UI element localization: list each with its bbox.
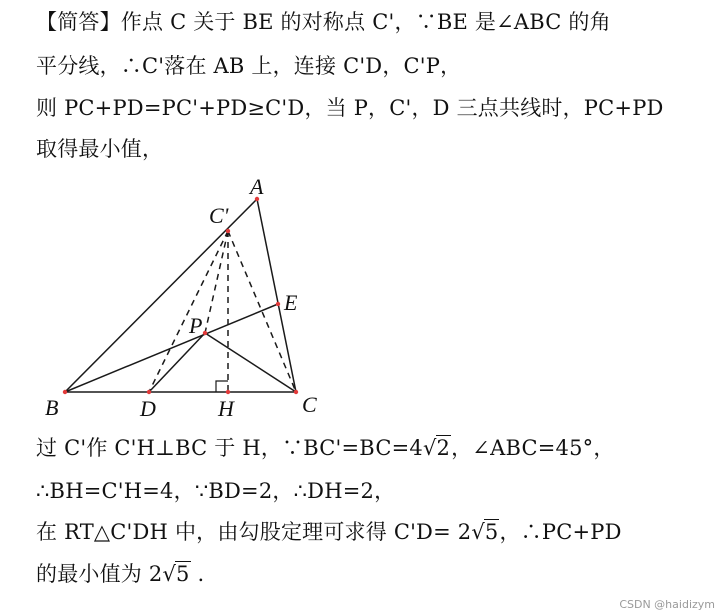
solution-line-1: 【简答】作点 C 关于 BE 的对称点 C'，∵BE 是∠ABC 的角 bbox=[36, 10, 611, 34]
solution-line-2: 平分线，∴C'落在 AB 上，连接 C'D，C'P， bbox=[36, 54, 462, 78]
radical-argument: 5 bbox=[176, 562, 190, 586]
solution-line-3: 则 PC+PD=PC'+PD≥C'D，当 P，C'，D 三点共线时，PC+PD bbox=[36, 96, 664, 120]
solution-line-5 bbox=[36, 434, 615, 462]
label-p: P bbox=[189, 313, 203, 338]
point-c-prime bbox=[226, 229, 230, 233]
line-5-text-b: ，∠ABC=45°， bbox=[451, 436, 615, 460]
point-c bbox=[294, 390, 298, 394]
radical-sign: √ bbox=[471, 520, 485, 544]
sqrt-5-final bbox=[162, 560, 190, 588]
sqrt-2 bbox=[423, 434, 451, 462]
label-c-prime: C' bbox=[209, 203, 229, 228]
dashed-c-prime-p bbox=[205, 231, 228, 333]
radical-sign: √ bbox=[422, 436, 437, 460]
dashed-c-prime-d bbox=[149, 231, 228, 392]
watermark: CSDN @haidizym bbox=[619, 598, 715, 611]
segment-pc bbox=[205, 333, 296, 392]
point-d bbox=[147, 390, 151, 394]
line-8-text-b: . bbox=[190, 562, 205, 586]
label-e: E bbox=[284, 290, 298, 315]
label-a: A bbox=[250, 174, 264, 199]
segment-pd bbox=[149, 333, 205, 392]
sqrt-5 bbox=[471, 518, 499, 546]
radical-argument: 2 bbox=[436, 436, 451, 460]
point-h bbox=[226, 390, 230, 394]
point-e bbox=[276, 302, 280, 306]
point-p bbox=[203, 331, 207, 335]
point-b bbox=[63, 390, 67, 394]
segment-be bbox=[65, 304, 278, 392]
solution-line-7 bbox=[36, 518, 622, 546]
label-c: C bbox=[302, 392, 317, 417]
right-angle-mark bbox=[216, 381, 228, 392]
solution-line-4: 取得最小值， bbox=[36, 137, 164, 161]
line-8-text-a: 的最小值为 2 bbox=[36, 562, 163, 586]
label-d: D bbox=[140, 396, 156, 421]
line-7-text-b: ，∴PC+PD bbox=[499, 520, 622, 544]
label-h: H bbox=[218, 396, 234, 421]
solution-line-8 bbox=[36, 560, 204, 588]
radical-sign: √ bbox=[162, 562, 177, 586]
radical-argument: 5 bbox=[484, 520, 499, 544]
label-b: B bbox=[45, 395, 59, 420]
solution-line-6: ∴BH=C'H=4，∵BD=2，∴DH=2， bbox=[36, 479, 396, 503]
line-5-text-a: 过 C'作 C'H⊥BC 于 H，∵BC'=BC=4 bbox=[36, 436, 423, 460]
line-7-text-a: 在 RT△C'DH 中，由勾股定理可求得 C'D= 2 bbox=[36, 520, 472, 544]
